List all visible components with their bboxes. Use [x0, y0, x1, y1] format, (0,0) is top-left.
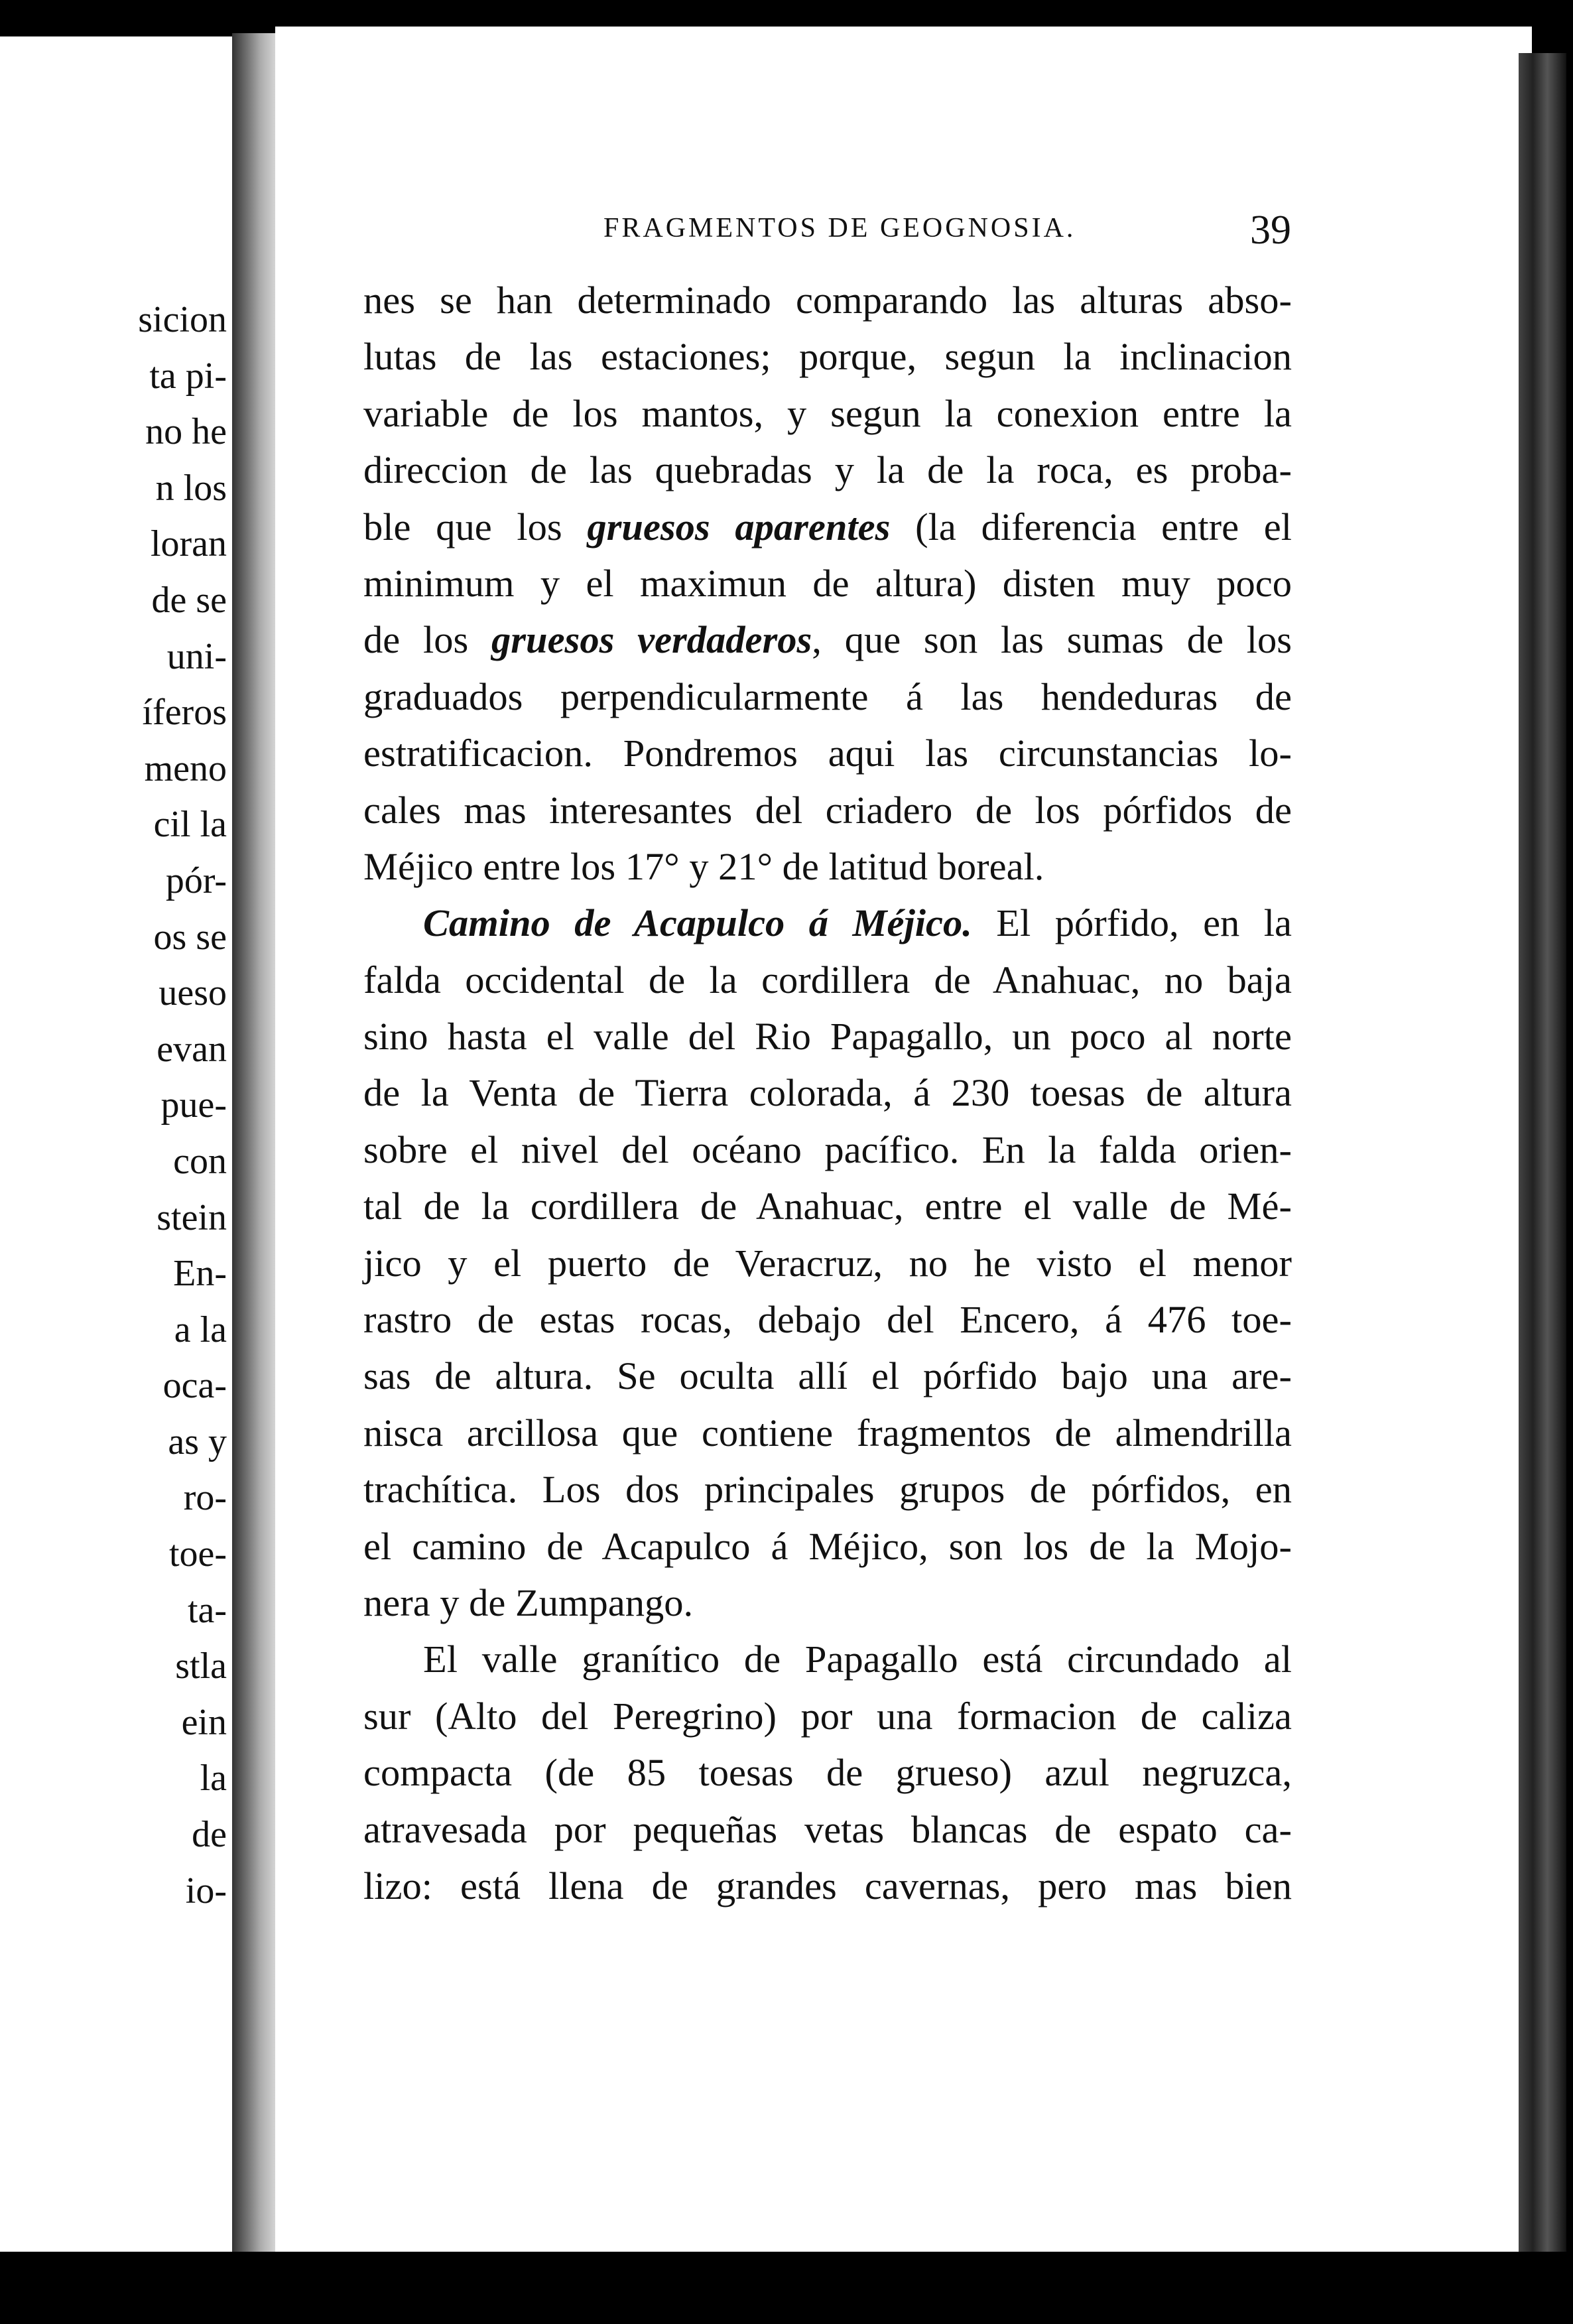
facing-line: ta- [187, 1589, 227, 1631]
facing-line: n los [155, 467, 227, 509]
facing-line: pue- [160, 1084, 227, 1126]
section-heading: Camino de Acapulco á Méjico. [423, 901, 972, 945]
text-line: minimum y el maximun de altura) disten muy poco [363, 561, 1292, 605]
text-line: sur (Alto del Peregrino) por una formacion de caliza [363, 1694, 1292, 1738]
text-line: de la Venta de Tierra colorada, á 230 toesas de altura [363, 1071, 1292, 1115]
facing-line: a la [174, 1309, 227, 1350]
facing-line: ta pi- [149, 355, 227, 397]
facing-line: En- [173, 1253, 227, 1295]
facing-line: os se [153, 916, 227, 958]
facing-page-text [138, 292, 227, 1919]
text-line: lutas de las estaciones; porque, segun la inclinacion [363, 335, 1292, 379]
scan-bottom-edge [0, 2252, 1573, 2324]
facing-page-left [0, 36, 232, 2278]
text-line: falda occidental de la cordillera de Anahuac, no baja [363, 958, 1292, 1001]
text-run: de los [363, 618, 492, 662]
italic-term: gruesos aparentes [587, 505, 891, 549]
text-line: direccion de las quebradas y la de la roca, es proba- [363, 448, 1292, 492]
text-line: nes se han determinado comparando las alturas abso- [363, 279, 1292, 322]
page-number: 39 [1250, 208, 1291, 253]
facing-line: la [200, 1758, 227, 1799]
facing-line: stla [175, 1646, 227, 1687]
text-line: tal de la cordillera de Anahuac, entre el valle de Mé- [363, 1185, 1292, 1228]
facing-line: meno [144, 747, 227, 789]
text-line: jico y el puerto de Veracruz, no he visto el menor [363, 1241, 1292, 1285]
facing-line: sicion [138, 299, 227, 340]
paragraph-3 [363, 1631, 1292, 1914]
facing-line: íferos [142, 692, 227, 734]
text-line: nisca arcillosa que contiene fragmentos de almendrilla [363, 1411, 1292, 1454]
text-line: sino hasta el valle del Rio Papagallo, un poco al norte [363, 1015, 1292, 1059]
text-line: cales mas interesantes del criadero de los pórfidos de [363, 788, 1292, 832]
facing-line: de [192, 1814, 227, 1856]
facing-line: stein [157, 1196, 227, 1238]
text-line: sobre el nivel del océano pacífico. En la falda orien- [363, 1128, 1292, 1171]
running-head: FRAGMENTOS DE GEOGNOSIA. [603, 213, 1076, 243]
facing-line: io- [185, 1870, 227, 1911]
text-run: , que son las sumas de los [812, 618, 1292, 662]
text-run: (la diferencia entre el [890, 505, 1292, 549]
text-line [363, 895, 1292, 951]
facing-line: ueso [158, 972, 227, 1014]
facing-line: toe- [168, 1533, 227, 1575]
page-edge-stack [1519, 53, 1566, 2295]
text-line: sas de altura. Se oculta allí el pórfido bajo una are- [363, 1354, 1292, 1398]
facing-line: ein [181, 1701, 227, 1743]
text-line: graduados perpendicularmente á las hendeduras de [363, 675, 1292, 718]
italic-term: gruesos verdaderos [491, 618, 812, 662]
facing-line: con [173, 1140, 227, 1182]
text-line: atravesada por pequeñas vetas blancas de espato ca- [363, 1807, 1292, 1851]
text-line: rastro de estas rocas, debajo del Encero, á 476 toe- [363, 1298, 1292, 1342]
text-line [363, 499, 1292, 555]
text-line: nera y de Zumpango. [363, 1581, 694, 1624]
text-run: El pórfido, en la [972, 901, 1292, 945]
facing-line: cil la [153, 804, 227, 846]
text-line: lizo: está llena de grandes cavernas, pero mas bien [363, 1864, 1292, 1907]
text-line: el camino de Acapulco á Méjico, son los de la Mojo- [363, 1524, 1292, 1568]
paragraph-1 [363, 272, 1292, 895]
facing-line: no he [145, 411, 227, 453]
facing-line: evan [157, 1028, 227, 1070]
text-line: compacta (de 85 toesas de grueso) azul negruzca, [363, 1751, 1292, 1795]
facing-line: oca- [162, 1365, 227, 1407]
book-gutter [232, 33, 279, 2282]
text-line: El valle granítico de Papagallo está circundado al [423, 1638, 1292, 1681]
facing-line: pór- [165, 860, 227, 901]
paragraph-2 [363, 895, 1292, 1631]
facing-line: ro- [183, 1477, 227, 1519]
text-line [363, 612, 1292, 668]
facing-line: de se [151, 579, 227, 621]
body-text [363, 272, 1292, 1914]
facing-line: loran [150, 523, 227, 565]
facing-line: as y [168, 1421, 227, 1462]
text-line: Méjico entre los 17° y 21° de latitud boreal. [363, 844, 1044, 888]
text-line: trachítica. Los dos principales grupos de pórfidos, en [363, 1468, 1292, 1512]
text-run: ble que los [363, 505, 588, 549]
text-line: variable de los mantos, y segun la conexion entre la [363, 391, 1292, 435]
text-line: estratificacion. Pondremos aqui las circunstancias lo- [363, 732, 1292, 775]
facing-line: uni- [166, 635, 227, 677]
